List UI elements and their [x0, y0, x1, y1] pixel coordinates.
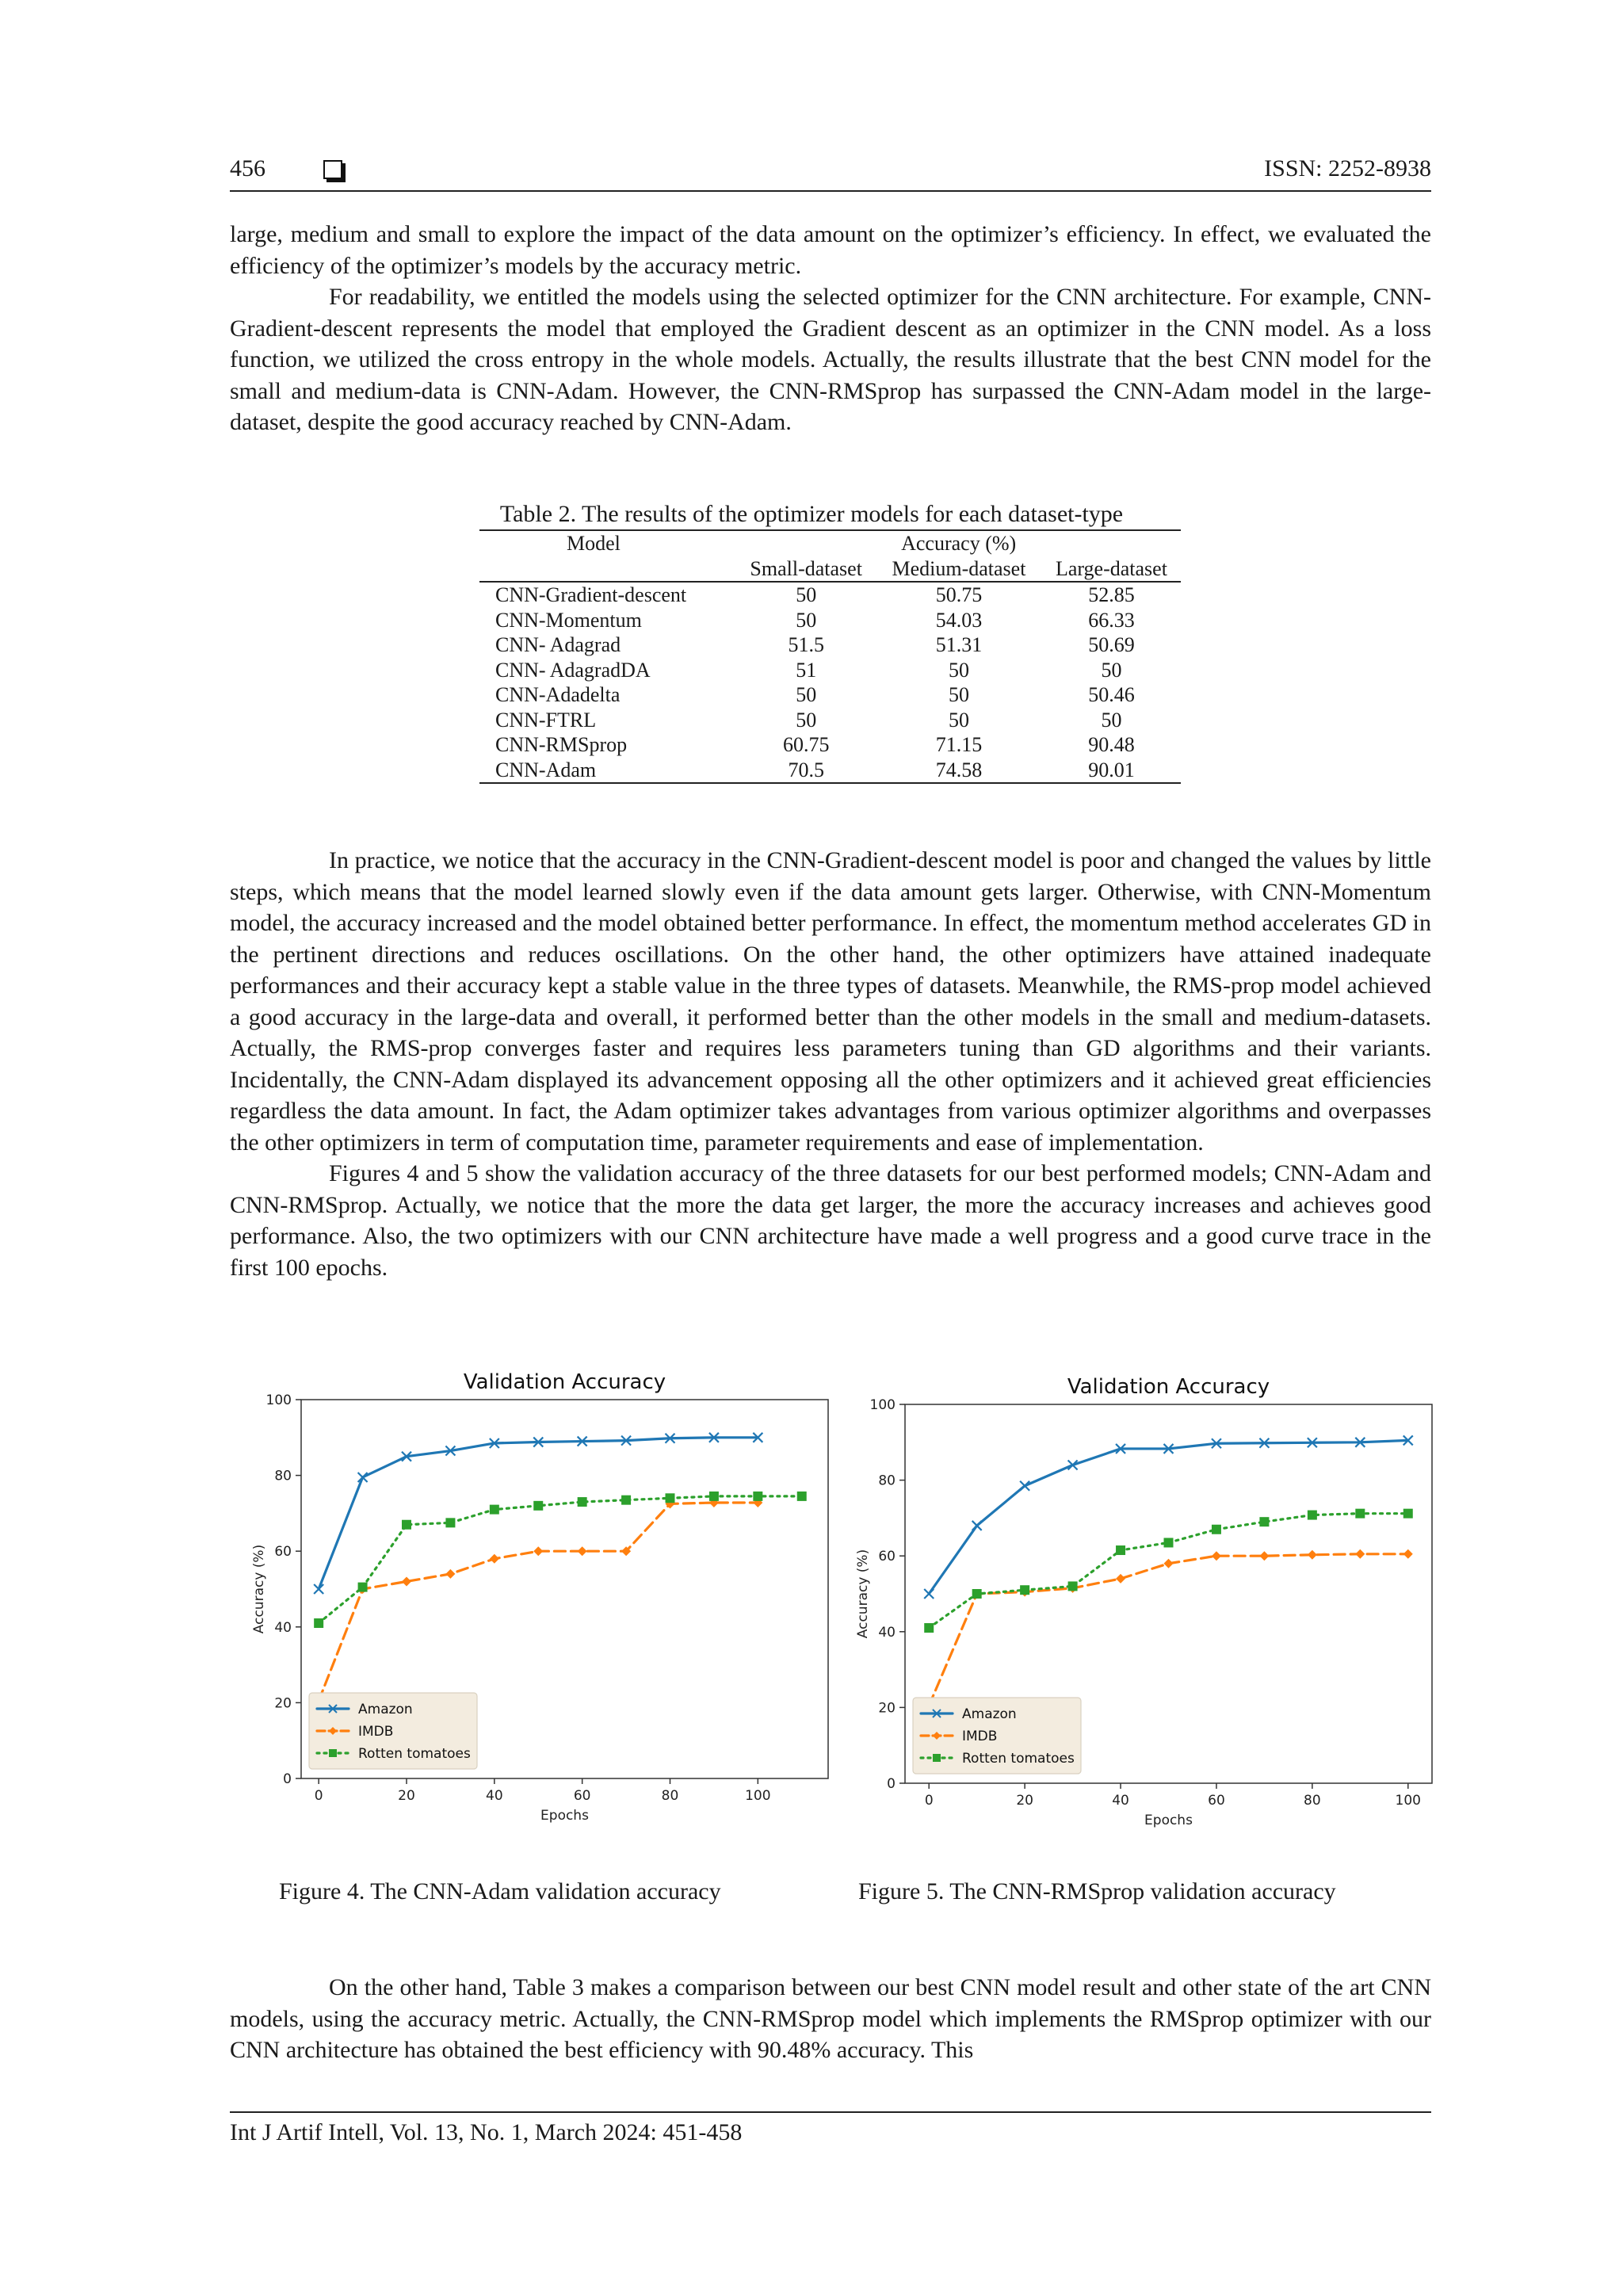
data-point-rotten-tomatoes: [972, 1589, 982, 1599]
x-tick-label: 80: [1304, 1793, 1321, 1809]
series-line-amazon: [929, 1440, 1408, 1594]
table-cell-model: CNN-RMSprop: [495, 733, 628, 756]
data-point-rotten-tomatoes: [445, 1518, 455, 1527]
table-cell-value: 70.5: [736, 758, 876, 784]
data-point-rotten-tomatoes: [797, 1492, 807, 1501]
chart-legend: [913, 1698, 1081, 1774]
legend-marker: [329, 1749, 337, 1757]
chart-legend: [309, 1693, 477, 1769]
x-tick-label: 100: [1395, 1793, 1421, 1809]
legend-label: IMDB: [358, 1724, 394, 1740]
data-point-imdb: [578, 1546, 587, 1556]
table-row: [479, 632, 1181, 658]
table-row: [479, 708, 1181, 733]
data-point-rotten-tomatoes: [621, 1496, 631, 1505]
paragraph: On the other hand, Table 3 makes a comparison between our best CNN model result and other state of the art CNN models, using the accuracy metric. Actually, the CNN-RMSprop model which implements the RMSprop optimizer with our CNN architecture has obtained the best efficiency with 90.48% accuracy. This: [230, 1974, 1431, 2063]
data-point-amazon: [972, 1521, 982, 1530]
col-group: Accuracy (%): [736, 530, 1181, 556]
body-text-middle: [230, 845, 1431, 1283]
legend-label: Amazon: [962, 1706, 1017, 1722]
series-line-rotten-tomatoes: [319, 1496, 802, 1623]
data-point-rotten-tomatoes: [1212, 1525, 1221, 1534]
y-tick-label: 100: [869, 1397, 896, 1413]
table-cell-value: 66.33: [1088, 608, 1135, 632]
y-axis-label: Accuracy (%): [251, 1544, 267, 1634]
legend-label: IMDB: [962, 1729, 998, 1744]
legend-marker: [933, 1754, 941, 1762]
col-small: Small-dataset: [736, 556, 876, 583]
data-point-imdb: [445, 1569, 455, 1579]
data-point-rotten-tomatoes: [1020, 1585, 1029, 1595]
data-point-rotten-tomatoes: [666, 1493, 675, 1503]
paragraph: For readability, we entitled the models using the selected optimizer for the CNN architecture. For example, CNN-Gradient-descent represents the model that employed the Gradient descent as an optimizer in the CNN model. As a loss function, we utilized the cross entropy in the whole models. Actually, the results illustrate that the best CNN model for the small and medium-data is CNN-Adam. However, the CNN-RMSprop has surpassed the CNN-Adam model in the large-dataset, despite the good accuracy reached by CNN-Adam.: [230, 284, 1431, 435]
footer-citation: Int J Artif Intell, Vol. 13, No. 1, March 2024: 451-458: [230, 2119, 743, 2145]
x-tick-label: 100: [745, 1788, 771, 1804]
table-cell-value: 90.48: [1088, 733, 1135, 756]
table-cell-model: CNN-Adadelta: [495, 683, 621, 706]
data-point-rotten-tomatoes: [1308, 1511, 1317, 1520]
table-cell-value: 51.5: [788, 633, 824, 656]
y-tick-label: 60: [878, 1549, 896, 1565]
table-cell-model: CNN- AdagradDA: [495, 658, 651, 682]
table-cell-value: 50: [796, 683, 817, 706]
figure-4-chart: [238, 1370, 840, 1845]
x-tick-label: 40: [1112, 1793, 1129, 1809]
table-cell-value: 54.03: [935, 608, 983, 632]
x-tick-label: 60: [573, 1788, 591, 1804]
data-point-rotten-tomatoes: [533, 1501, 543, 1511]
figure-5-chart: [842, 1374, 1444, 1850]
data-point-rotten-tomatoes: [314, 1618, 323, 1628]
table-cell-model: CNN- Adagrad: [495, 633, 621, 656]
table-row: [479, 608, 1181, 633]
data-point-imdb: [490, 1554, 499, 1564]
paragraph: Figures 4 and 5 show the validation accuracy of the three datasets for our best performed models; CNN-Adam and CNN-RMSprop. Actually, we notice that the more the data get larger, the more the accuracy increases and achieves good performance. Also, the two optimizers with our CNN architecture have made a well progress and a good curve trace in the first 100 epochs.: [230, 1160, 1431, 1281]
y-tick-label: 0: [887, 1776, 896, 1792]
data-point-imdb: [1355, 1549, 1365, 1559]
data-point-rotten-tomatoes: [1403, 1509, 1413, 1519]
table-cell-value: 71.15: [935, 733, 983, 756]
data-point-rotten-tomatoes: [578, 1497, 587, 1507]
chart-title: Validation Accuracy: [1067, 1375, 1270, 1399]
table-cell-value: 51: [796, 658, 817, 682]
series-line-amazon: [319, 1438, 758, 1589]
data-point-rotten-tomatoes: [1068, 1581, 1078, 1591]
data-point-rotten-tomatoes: [924, 1623, 934, 1633]
table-subheader-row: [479, 556, 1181, 583]
table-header-row: [479, 530, 1181, 556]
figure-5-caption: Figure 5. The CNN-RMSprop validation accuracy: [858, 1878, 1336, 1904]
paragraph: large, medium and small to explore the impact of the data amount on the optimizer’s efficiency. In effect, we evaluated the efficiency of the optimizer’s models by the accuracy metric.: [230, 221, 1431, 279]
table-cell-model: CNN-Momentum: [495, 608, 642, 632]
table-row: [479, 758, 1181, 784]
col-large: Large-dataset: [1042, 556, 1181, 583]
table-row: [479, 732, 1181, 758]
table-cell-value: 50.75: [935, 583, 983, 606]
figure-4-svg: [238, 1370, 840, 1845]
paragraph: In practice, we notice that the accuracy in the CNN-Gradient-descent model is poor and changed the values by little steps, which means that the model learned slowly even if the data amount gets larger. Otherwise, with CNN-Momentum model, the accuracy increased and the model obtained better performance. In effect, the momentum method accelerates GD in the pertinent directions and reduces oscillations. On the other hand, the other optimizers have attained inadequate performances and their accuracy kept a stable value in the three types of datasets. Meanwhile, the RMS-prop model achieved a good accuracy in the large-data and overall, it performed better than the other models in the small and medium-datasets. Actually, the RMS-prop converges faster and requires less parameters tuning than GD algorithms and their variants. Incidentally, the CNN-Adam displayed its advancement opposing all the other optimizers and it achieved great efficiencies regardless the data amount. In fact, the Adam optimizer takes advantages from various optimizer algorithms and overpasses the other optimizers in term of computation time, parameter requirements and ease of implementation.: [230, 847, 1431, 1156]
data-point-imdb: [1403, 1549, 1413, 1559]
col-medium: Medium-dataset: [876, 556, 1042, 583]
table-cell-value: 51.31: [935, 633, 983, 656]
table-cell-value: 90.01: [1042, 758, 1181, 784]
data-point-rotten-tomatoes: [358, 1583, 368, 1592]
table-row: [479, 582, 1181, 608]
table-cell-value: 50: [796, 708, 817, 732]
legend-label: Rotten tomatoes: [962, 1751, 1075, 1767]
series-line-imdb: [319, 1503, 758, 1701]
x-tick-label: 20: [398, 1788, 415, 1804]
data-point-rotten-tomatoes: [1259, 1517, 1269, 1526]
chart-title: Validation Accuracy: [463, 1370, 666, 1394]
table-cell-value: 50: [948, 683, 969, 706]
table-row: [479, 658, 1181, 683]
figure-5-svg: [842, 1374, 1444, 1850]
col-model: Model: [479, 530, 736, 556]
x-tick-label: 40: [486, 1788, 503, 1804]
table-cell-value: 60.75: [782, 733, 830, 756]
body-text-top: [230, 219, 1431, 438]
y-tick-label: 0: [283, 1771, 292, 1787]
y-tick-label: 100: [265, 1392, 292, 1408]
x-tick-label: 0: [314, 1788, 323, 1804]
x-tick-label: 80: [661, 1788, 679, 1804]
table-cell-value: 74.58: [876, 758, 1042, 784]
y-tick-label: 80: [274, 1468, 292, 1484]
data-point-rotten-tomatoes: [1164, 1538, 1174, 1547]
body-text-bottom: [230, 1972, 1431, 2066]
table-body: [479, 582, 1181, 783]
data-point-imdb: [533, 1546, 543, 1556]
y-tick-label: 40: [878, 1624, 896, 1641]
legend-label: Amazon: [358, 1702, 413, 1717]
series-line-imdb: [929, 1554, 1408, 1706]
data-point-rotten-tomatoes: [402, 1520, 411, 1530]
table-cell-model: CNN-Gradient-descent: [495, 583, 687, 606]
table-cell-model: CNN-Adam: [479, 758, 736, 784]
y-tick-label: 20: [878, 1700, 896, 1717]
table-cell-value: 50.69: [1088, 633, 1135, 656]
figure-4-caption: Figure 4. The CNN-Adam validation accuracy: [279, 1878, 721, 1904]
table-cell-value: 52.85: [1088, 583, 1135, 606]
page-footer: [230, 2111, 1431, 2146]
y-tick-label: 40: [274, 1619, 292, 1636]
table-cell-value: 50: [1101, 708, 1122, 732]
x-axis-label: Epochs: [540, 1808, 589, 1824]
data-point-rotten-tomatoes: [709, 1492, 719, 1501]
y-tick-label: 80: [878, 1473, 896, 1489]
table-cell-value: 50: [1101, 658, 1122, 682]
table-cell-value: 50.46: [1088, 683, 1135, 706]
table-cell-model: CNN-FTRL: [495, 708, 597, 732]
series-line-rotten-tomatoes: [929, 1514, 1408, 1628]
table-caption: Table 2. The results of the optimizer models for each dataset-type: [499, 501, 1124, 527]
data-point-imdb: [1164, 1559, 1174, 1568]
y-tick-label: 20: [274, 1695, 292, 1712]
x-axis-label: Epochs: [1144, 1813, 1193, 1828]
x-tick-label: 0: [924, 1793, 934, 1809]
x-tick-label: 60: [1208, 1793, 1225, 1809]
results-table: [479, 529, 1181, 784]
data-point-rotten-tomatoes: [490, 1505, 499, 1515]
table-row: [479, 682, 1181, 708]
checkbox-glyph-icon: [323, 160, 342, 179]
y-tick-label: 60: [274, 1544, 292, 1561]
legend-label: Rotten tomatoes: [358, 1746, 471, 1762]
table-cell-value: 50: [948, 658, 969, 682]
data-point-amazon: [924, 1589, 934, 1599]
data-point-rotten-tomatoes: [1116, 1545, 1125, 1555]
data-point-imdb: [1116, 1574, 1125, 1584]
table-cell-value: 50: [796, 583, 817, 606]
data-point-imdb: [1259, 1551, 1269, 1561]
data-point-amazon: [1020, 1481, 1029, 1491]
data-point-rotten-tomatoes: [1355, 1509, 1365, 1519]
data-point-imdb: [1308, 1550, 1317, 1560]
x-tick-label: 20: [1016, 1793, 1033, 1809]
data-point-imdb: [402, 1576, 411, 1586]
issn: ISSN: 2252-8938: [1264, 155, 1431, 181]
data-point-rotten-tomatoes: [753, 1492, 762, 1501]
page-header: [230, 155, 1431, 192]
page-number: 456: [230, 155, 265, 181]
y-axis-label: Accuracy (%): [855, 1549, 871, 1639]
table-cell-value: 50: [948, 708, 969, 732]
table-cell-value: 50: [796, 608, 817, 632]
data-point-imdb: [1212, 1551, 1221, 1561]
